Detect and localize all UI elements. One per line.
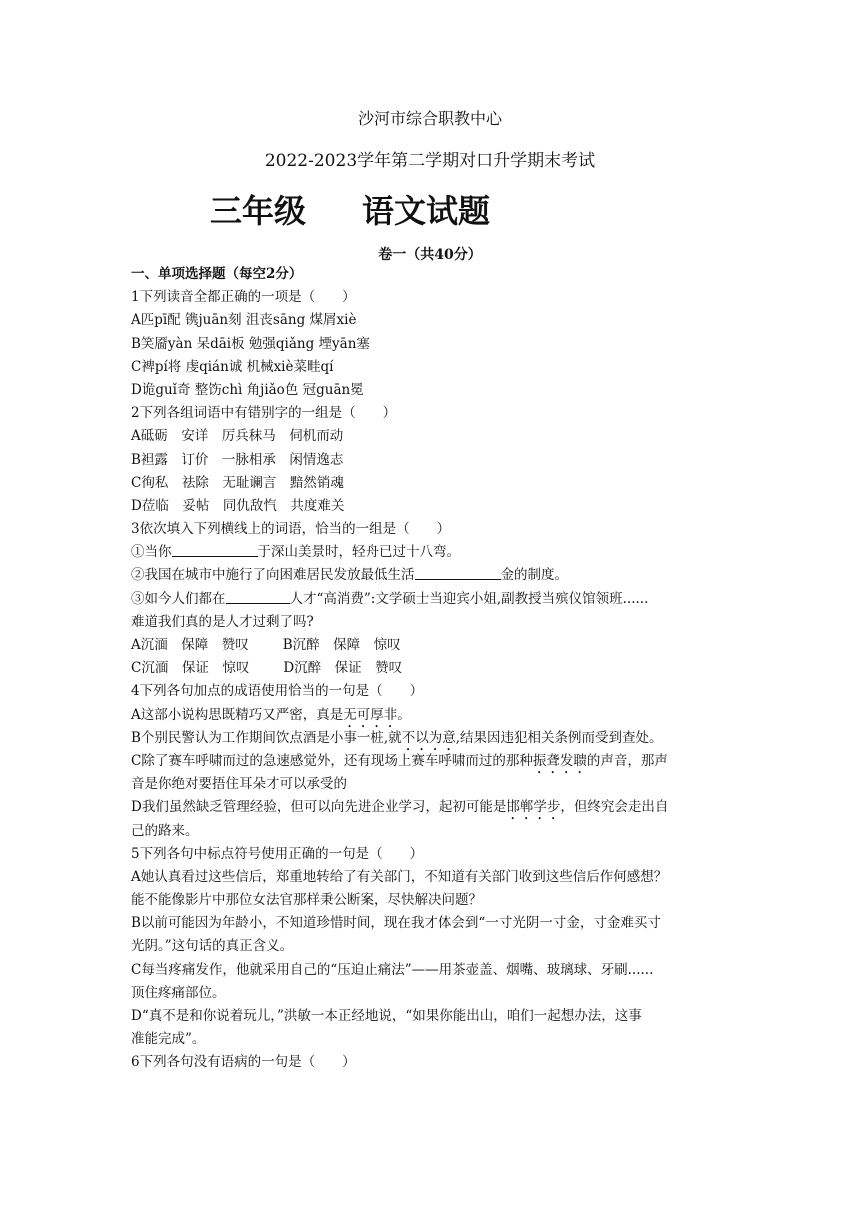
school-name: 沙河市综合职教中心	[357, 109, 502, 128]
q4-c-end: 的声音，那声	[586, 752, 668, 769]
q5-option-d: D“真不是和你说着玩儿，”洪敏一本正经地说，“如果你能出山，咱们一起想办法，这事	[131, 1008, 642, 1024]
q6-stem: 6下列各句没有语病的一句是（ ）	[131, 1054, 356, 1071]
subject-label: 语文试题	[362, 192, 491, 230]
q5-option-b-cont: 光阴。”这句话的真正含义。	[131, 938, 294, 955]
q4-b-end: ,结果因违犯相关条例而受到查处。	[455, 729, 663, 746]
q1-option-d: D诡guǐ奇 整饬chì 角jiǎo色 冠guān冕	[131, 381, 364, 398]
q3-s1-start: ①当你	[131, 544, 172, 561]
volume-heading: 卷一（共40分）	[378, 247, 482, 263]
q4-option-b	[131, 727, 731, 750]
section-title: 一、单项选择题（每空2分）	[131, 266, 303, 282]
q3-stem: 3依次填入下列横线上的词语，恰当的一组是（ ）	[131, 521, 451, 538]
q3-options-cd	[131, 657, 731, 680]
exam-term: 2022-2023学年第二学期对口升学期末考试	[264, 151, 596, 171]
q4-a-end: 。	[397, 706, 411, 723]
q4-d-text: D我们虽然缺乏管理经验，但可以向先进企业学习，起初可能是	[131, 799, 507, 816]
q3-option-b: B沉醉 保障 惊叹	[282, 637, 401, 653]
q4-c-idiom: 振聋发聩	[532, 752, 587, 769]
q4-stem: 4下列各句加点的成语使用恰当的一句是（ ）	[131, 683, 424, 700]
q5-option-b: B以前可能因为年龄小，不知道珍惜时间，现在我才体会到“一寸光阴一寸金，寸金难买寸	[131, 915, 661, 932]
q4-option-a	[131, 704, 731, 727]
q5-option-a-cont: 能不能像影片中那位女法官那样秉公断案，尽快解决问题？	[131, 892, 482, 909]
exam-title	[210, 186, 490, 232]
q3-s3-start: ③如今人们都在	[131, 590, 226, 607]
q3-option-d: D沉醉 保证 赞叹	[283, 660, 403, 677]
answer-blank	[415, 565, 501, 580]
q4-d-end: ，但终究会走出自	[560, 799, 669, 816]
q4-option-d-cont: 己的路来。	[131, 822, 199, 839]
q2-stem: 2下列各组词语中有错别字的一组是（ ）	[131, 405, 397, 422]
q3-option-a: A沉湎 保障 赞叹	[131, 637, 249, 653]
q1-option-b: B笑靥yàn 呆dāi板 勉强qiǎng 堙yān塞	[131, 335, 370, 352]
q4-d-idiom: 邯郸学步	[506, 799, 561, 816]
q1-option-c: C裨pí将 虔qián诚 机械xiè菜畦qí	[131, 358, 334, 375]
q2-option-a: A砥砺 安详 厉兵秣马 伺机而动	[131, 428, 344, 445]
q4-b-idiom: 不以为意	[401, 729, 456, 746]
q2-option-d: D莅临 妥帖 同仇敌忾 共度难关	[131, 497, 345, 514]
q3-options-ab	[131, 634, 731, 657]
answer-blank	[226, 589, 290, 604]
q3-sentence-2	[131, 564, 731, 587]
q4-b-text: B个别民警认为工作期间饮点酒是小事一桩,就	[131, 729, 402, 746]
q3-option-c: C沉湎 保证 惊叹	[131, 660, 250, 677]
q3-sentence-3-cont: 难道我们真的是人才过剩了吗?	[131, 613, 314, 630]
exam-body	[131, 263, 731, 1075]
q4-a-text: A这部小说构思既精巧又严密，真是	[131, 706, 344, 723]
q1-option-a: A匹pī配 镌juān刻 沮丧sāng 煤屑xiè	[131, 312, 357, 329]
q3-s3-end: 人才“高消费”:文学硕士当迎宾小姐,副教授当殡仪馆领班......	[289, 590, 649, 607]
q4-option-c-cont: 音是你绝对要捂住耳朵才可以承受的	[131, 776, 347, 793]
q4-c-text: C除了赛车呼啸而过的急速感觉外，还有现场上赛车呼啸而过的那种	[131, 752, 533, 769]
q5-option-a: A她认真看过这些信后，郑重地转给了有关部门，不知道有关部门收到这些信后作何感想？	[131, 868, 668, 885]
q3-s1-end: 于深山美景时，轻舟已过十八弯。	[257, 544, 460, 561]
q3-s2-end: 金的制度。	[500, 567, 568, 584]
q5-option-c: C每当疼痛发作，他就采用自己的“压迫止痛法”——用茶壶盖、烟嘴、玻璃球、牙刷......	[131, 961, 654, 978]
q5-option-c-cont: 顶住疼痛部位。	[131, 984, 226, 1001]
q1-stem: 1下列读音全都正确的一项是（ ）	[131, 289, 356, 306]
q4-option-c	[131, 750, 731, 773]
q3-s2-start: ②我国在城市中施行了向困难居民发放最低生活	[131, 567, 415, 584]
q3-sentence-3	[131, 588, 731, 611]
q4-a-idiom: 无可厚非	[343, 706, 398, 723]
q2-option-c: C徇私 祛除 无耻谰言 黯然销魂	[131, 474, 344, 491]
q5-stem: 5下列各句中标点符号使用正确的一句是（ ）	[131, 845, 424, 862]
q2-option-b: B袒露 订价 一脉相承 闲情逸志	[131, 451, 344, 468]
grade-label: 三年级	[210, 192, 307, 230]
q5-option-d-cont: 准能完成”。	[131, 1031, 206, 1048]
q3-sentence-1	[131, 541, 731, 564]
answer-blank	[172, 542, 258, 557]
q4-option-d	[131, 796, 731, 819]
